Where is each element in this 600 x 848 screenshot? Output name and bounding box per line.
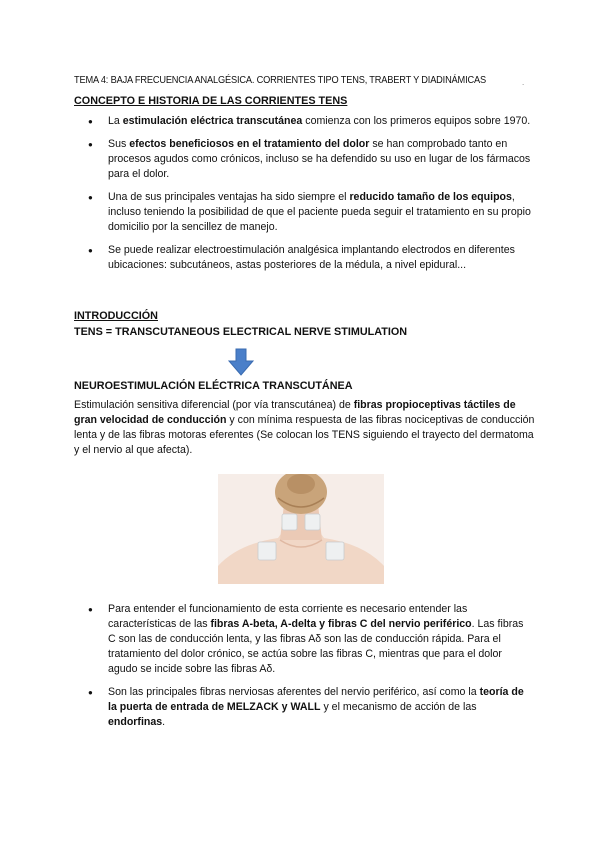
tens-neck-photo: [218, 474, 384, 584]
list-item: ● Una de sus principales ventajas ha sido siempre el reducido tamaño de los equipos, incluso teniendo la posibilidad de que el paciente pueda seguir el tratamiento en su propio domicilio por la sencillez de manejo.: [74, 190, 534, 235]
fibras-bullet-list: [74, 602, 534, 738]
list-item: ● La estimulación eléctrica transcutánea comienza con los primeros equipos sobre 1970.: [74, 114, 534, 129]
tens-definition: TENS = TRANSCUTANEOUS ELECTRICAL NERVE STIMULATION: [74, 326, 408, 338]
document-header: TEMA 4: BAJA FRECUENCIA ANALGÉSICA. CORRIENTES TIPO TENS, TRABERT Y DIADINÁMICAS: [74, 74, 486, 86]
intro-paragraph: Estimulación sensitiva diferencial (por vía transcutánea) de fibras propioceptivas táctiles de gran velocidad de conducción y con mínima respuesta de las fibras nociceptivas de conducción lenta y de las fibras motoras eferentes (Se colocan los TENS siguiendo el trayecto del dermatoma y el nervio al que afecta).: [74, 399, 535, 456]
neuroestimulacion-title: NEUROESTIMULACIÓN ELÉCTRICA TRANSCUTÁNEA: [74, 380, 353, 392]
list-item: ● Son las principales fibras nerviosas aferentes del nervio periférico, así como la teoría de la puerta de entrada de MELZACK y WALL y el mecanismo de acción de las endorfinas.: [74, 685, 534, 730]
list-item: ● Se puede realizar electroestimulación analgésica implantando electrodos en diferentes ubicaciones: subcutáneos, astas posteriores de la médula, a nivel epidural...: [74, 243, 534, 273]
arrow-down-icon: [227, 348, 255, 376]
list-item: ● Sus efectos beneficiosos en el tratamiento del dolor se han comprobado tanto en procesos agudos como crónicos, incluso se ha defendido su uso en lugar de los fármacos para el dolor.: [74, 137, 534, 182]
list-item: ● Para entender el funcionamiento de esta corriente es necesario entender las características de las fibras A-beta, A-delta y fibras C del nervio periférico. Las fibras C son las de conducción lenta, y las fibras Aδ son las de conducción rápida. Para el tratamiento del dolor crónico, se actúa sobre las fibras C, mientras que para el dolor agudo se incide sobre las fibras Aδ.: [74, 602, 534, 677]
section-title-introduccion: INTRODUCCIÓN: [74, 310, 158, 322]
header-mark: .: [522, 78, 525, 87]
section-title-concepto: CONCEPTO E HISTORIA DE LAS CORRIENTES TENS: [74, 95, 348, 107]
concepto-bullet-list: [74, 114, 534, 281]
